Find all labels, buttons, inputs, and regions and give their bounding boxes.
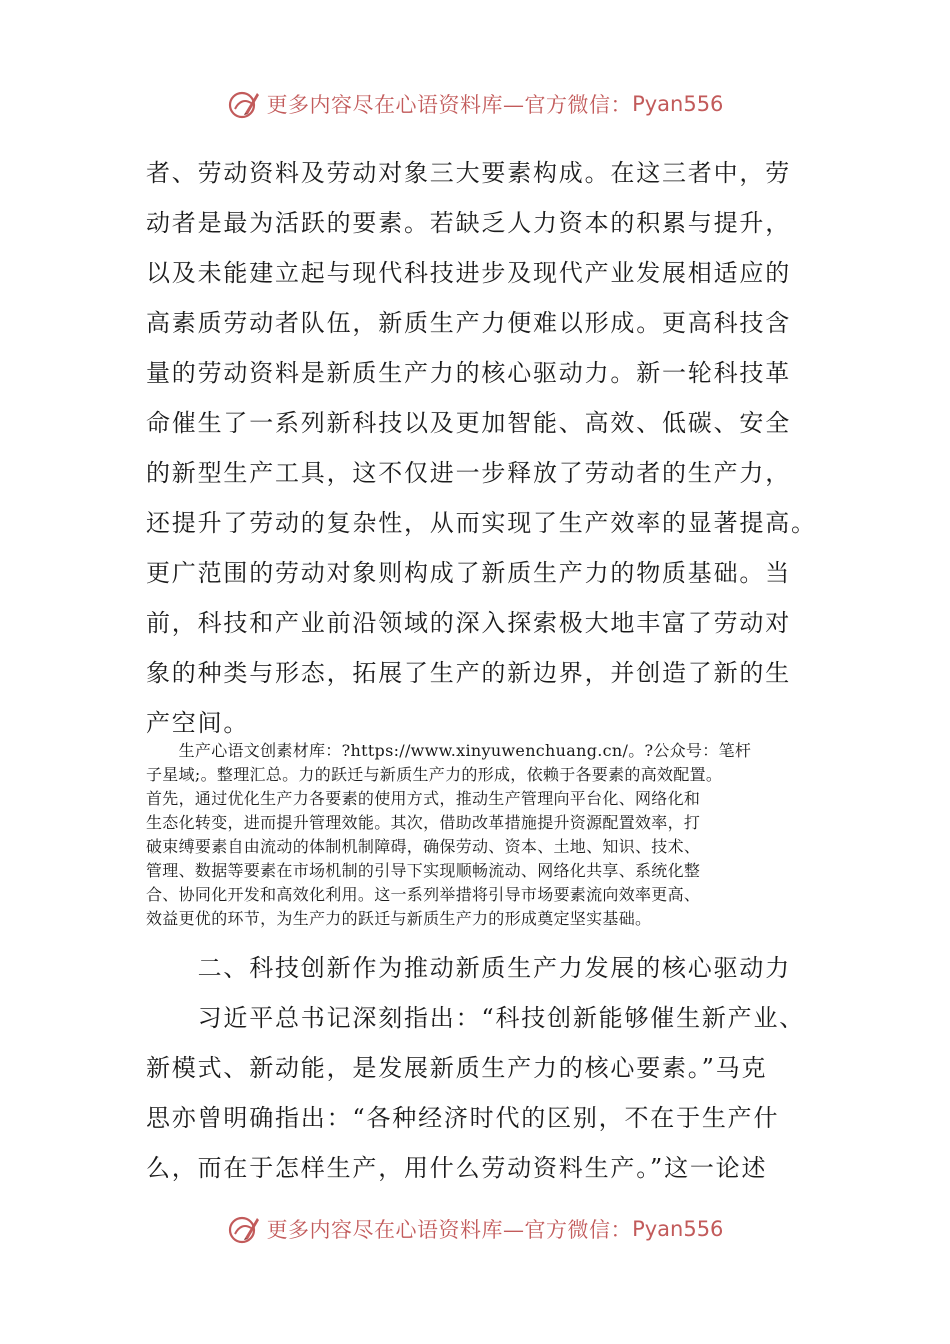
body-line: 象的种类与形态，拓展了生产的新边界，并创造了新的生 — [146, 659, 791, 687]
pen-circle-logo-icon — [227, 87, 261, 121]
body-line: 者、劳动资料及劳动对象三大要素构成。在这三者中，劳 — [146, 159, 791, 187]
small-line: 效益更优的环节，为生产力的跃迁与新质生产力的形成奠定坚实基础。 — [146, 909, 652, 928]
body-line: 思亦曾明确指出：“各种经济时代的区别，不在于生产什 — [146, 1104, 780, 1132]
section-heading: 二、科技创新作为推动新质生产力发展的核心驱动力 — [146, 954, 791, 982]
small-line: 合、协同化开发和高效化利用。这一系列举措将引导市场要素流向效率更高、 — [146, 885, 701, 904]
small-text-block — [146, 739, 811, 931]
banner-text: 更多内容尽在心语资料库—官方微信： — [266, 1218, 633, 1242]
small-line: 子星域;。整理汇总。力的跃迁与新质生产力的形成，依赖于各要素的高效配置。 — [146, 765, 723, 784]
body-line: 新模式、新动能，是发展新质生产力的核心要素。”马克 — [146, 1054, 768, 1082]
body-paragraph — [146, 148, 817, 748]
body-line: 命催生了一系列新科技以及更加智能、高效、低碳、安全 — [146, 409, 791, 437]
header-banner — [0, 84, 950, 124]
body-line: 的新型生产工具，这不仅进一步释放了劳动者的生产力， — [146, 459, 791, 487]
banner-wechat-id: Pyan556 — [632, 92, 724, 116]
body-line: 量的劳动资料是新质生产力的核心驱动力。新一轮科技革 — [146, 359, 791, 387]
body-line: 更广范围的劳动对象则构成了新质生产力的物质基础。当 — [146, 559, 791, 587]
body-line: 习近平总书记深刻指出：“科技创新能够催生新产业、 — [146, 1004, 806, 1032]
body-line: 前，科技和产业前沿领域的深入探索极大地丰富了劳动对 — [146, 609, 791, 637]
body-line: 动者是最为活跃的要素。若缺乏人力资本的积累与提升， — [146, 209, 791, 237]
body-line: 么，而在于怎样生产，用什么劳动资料生产。”这一论述 — [146, 1154, 768, 1182]
banner-wechat-id: Pyan556 — [632, 1217, 724, 1241]
body-line: 高素质劳动者队伍，新质生产力便难以形成。更高科技含 — [146, 309, 791, 337]
small-line: 管理、数据等要素在市场机制的引导下实现顺畅流动、网络化共享、系统化整 — [146, 861, 701, 880]
body-line: 以及未能建立起与现代科技进步及现代产业发展相适应的 — [146, 259, 791, 287]
small-line: 生产心语文创素材库：?https://www.xinyuwenchuang.cn/。?公众号：笔杆 — [146, 741, 752, 760]
small-line: 破束缚要素自由流动的体制机制障碍，确保劳动、资本、土地、知识、技术、 — [146, 837, 701, 856]
section-body — [146, 943, 806, 1193]
footer-banner — [0, 1209, 950, 1249]
small-line: 首先，通过优化生产力各要素的使用方式，推动生产管理向平台化、网络化和 — [146, 789, 701, 808]
banner-text: 更多内容尽在心语资料库—官方微信： — [266, 93, 633, 117]
body-line: 产空间。 — [146, 709, 250, 737]
body-line: 还提升了劳动的复杂性，从而实现了生产效率的显著提高。 — [146, 509, 817, 537]
small-line: 生态化转变，进而提升管理效能。其次，借助改革措施提升资源配置效率，打 — [146, 813, 701, 832]
pen-circle-logo-icon — [227, 1212, 261, 1246]
